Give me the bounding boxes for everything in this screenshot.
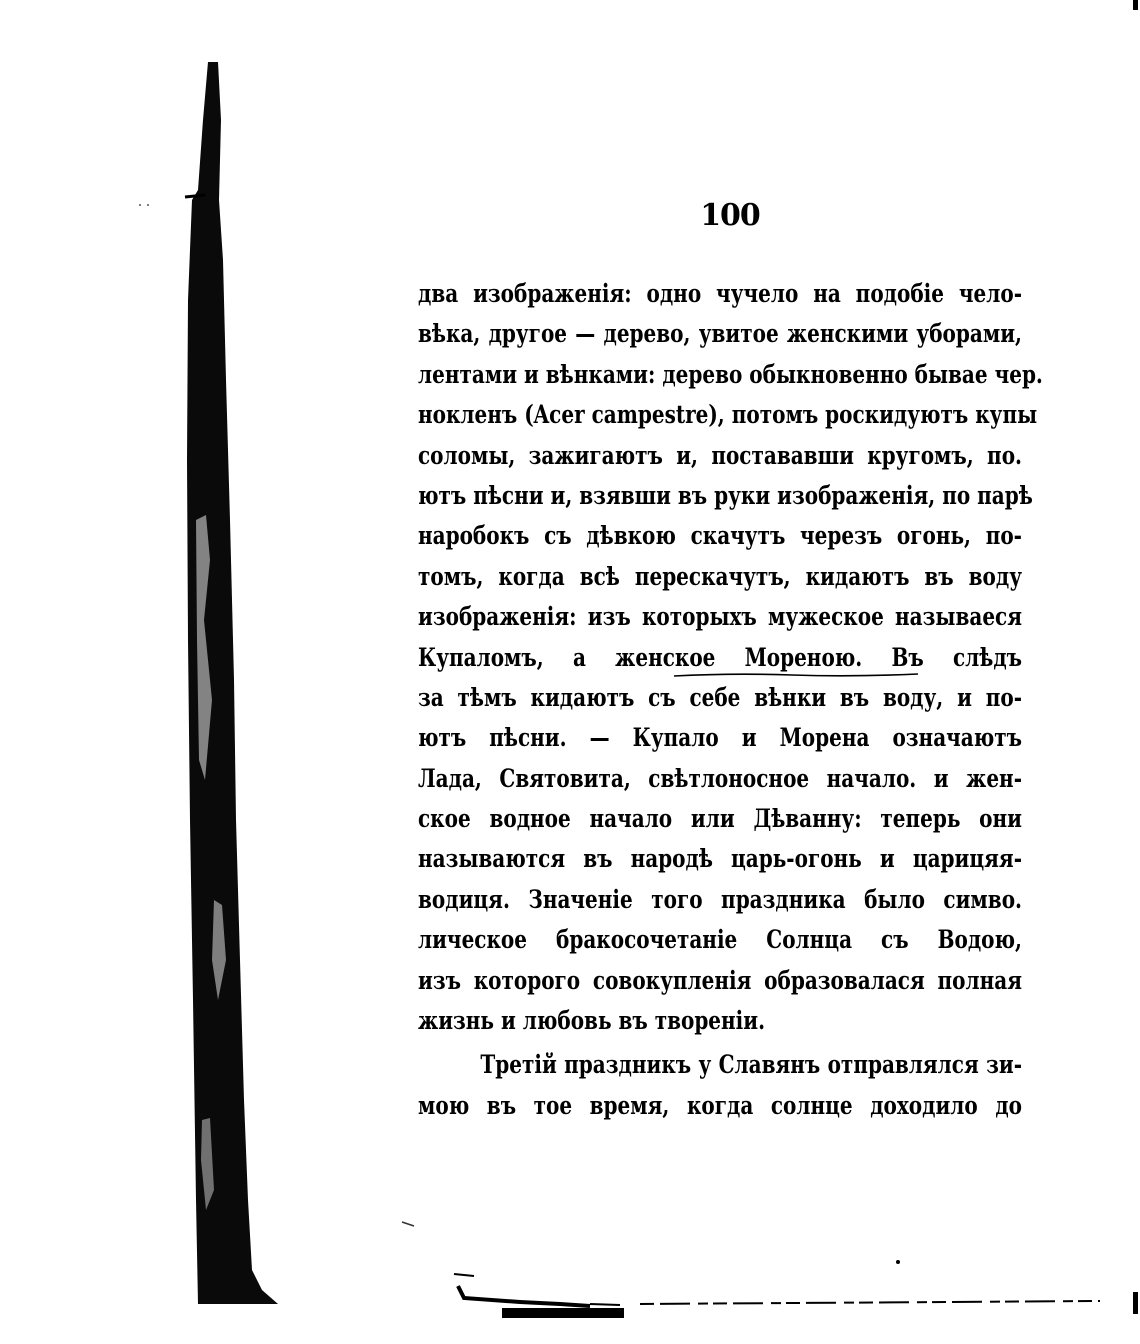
- text-line: водиця. Значеніе того праздника было симво.: [418, 884, 1022, 914]
- text-line: Третій праздникъ у Славянъ отправлялся зи-: [480, 1050, 1022, 1080]
- text-line: ютъ пѣсни. — Купало и Морена означаютъ: [418, 723, 1022, 753]
- text-line: ноклeнъ (Acer campestre), потомъ роскидуютъ купы: [418, 400, 1038, 430]
- text-line: два изображенія: одно чучело на подобіе чело-: [418, 279, 1022, 308]
- bottom-scan-rules: [450, 1268, 1140, 1344]
- text-line: лентами и вѣнками: дерево обыкновенно бывае чер.: [418, 359, 1043, 389]
- body-text: [418, 274, 1043, 1126]
- text-line: лическое бракосочетаніе Солнца съ Водою,: [418, 925, 1022, 955]
- text-line: за тѣмъ кидаютъ съ себе вѣнки въ воду, и по-: [418, 682, 1022, 712]
- text-line: называются въ народѣ царь-огонь и царицяя-: [418, 844, 1022, 874]
- text-line: изображенія: изъ которыхъ мужеское называеся: [418, 602, 1022, 632]
- text-line: изъ которого совокупленія образовалася полная: [418, 965, 1022, 995]
- page-number: 100: [700, 198, 760, 233]
- text-line: ское водное начало или Дѣванну: теперь они: [418, 804, 1022, 834]
- text-line: томъ, когда всѣ перескачутъ, кидаютъ въ воду: [418, 561, 1022, 591]
- text-line: жизнь и любовь въ твореніи.: [418, 1006, 766, 1036]
- text-line: Купаломъ, а женское Мореною. Въ слѣдъ: [418, 642, 1022, 672]
- text-line: наробокъ съ дѣвкою скачутъ черезъ огонь, по-: [418, 521, 1022, 551]
- text-line: Лада, Святовита, свѣтлоносное начало. и жен-: [418, 763, 1022, 793]
- handwritten-underline: [672, 668, 922, 682]
- text-line: мою въ тое время, когда солнце доходило до: [418, 1090, 1022, 1120]
- text-line: ютъ пѣсни и, взявши въ руки изображенія, по парѣ: [418, 480, 1033, 510]
- text-line: соломы, зажигаютъ и, постававши кругомъ, по.: [418, 440, 1022, 470]
- text-line: вѣка, другое — дерево, увитое женскими уборами,: [418, 319, 1022, 349]
